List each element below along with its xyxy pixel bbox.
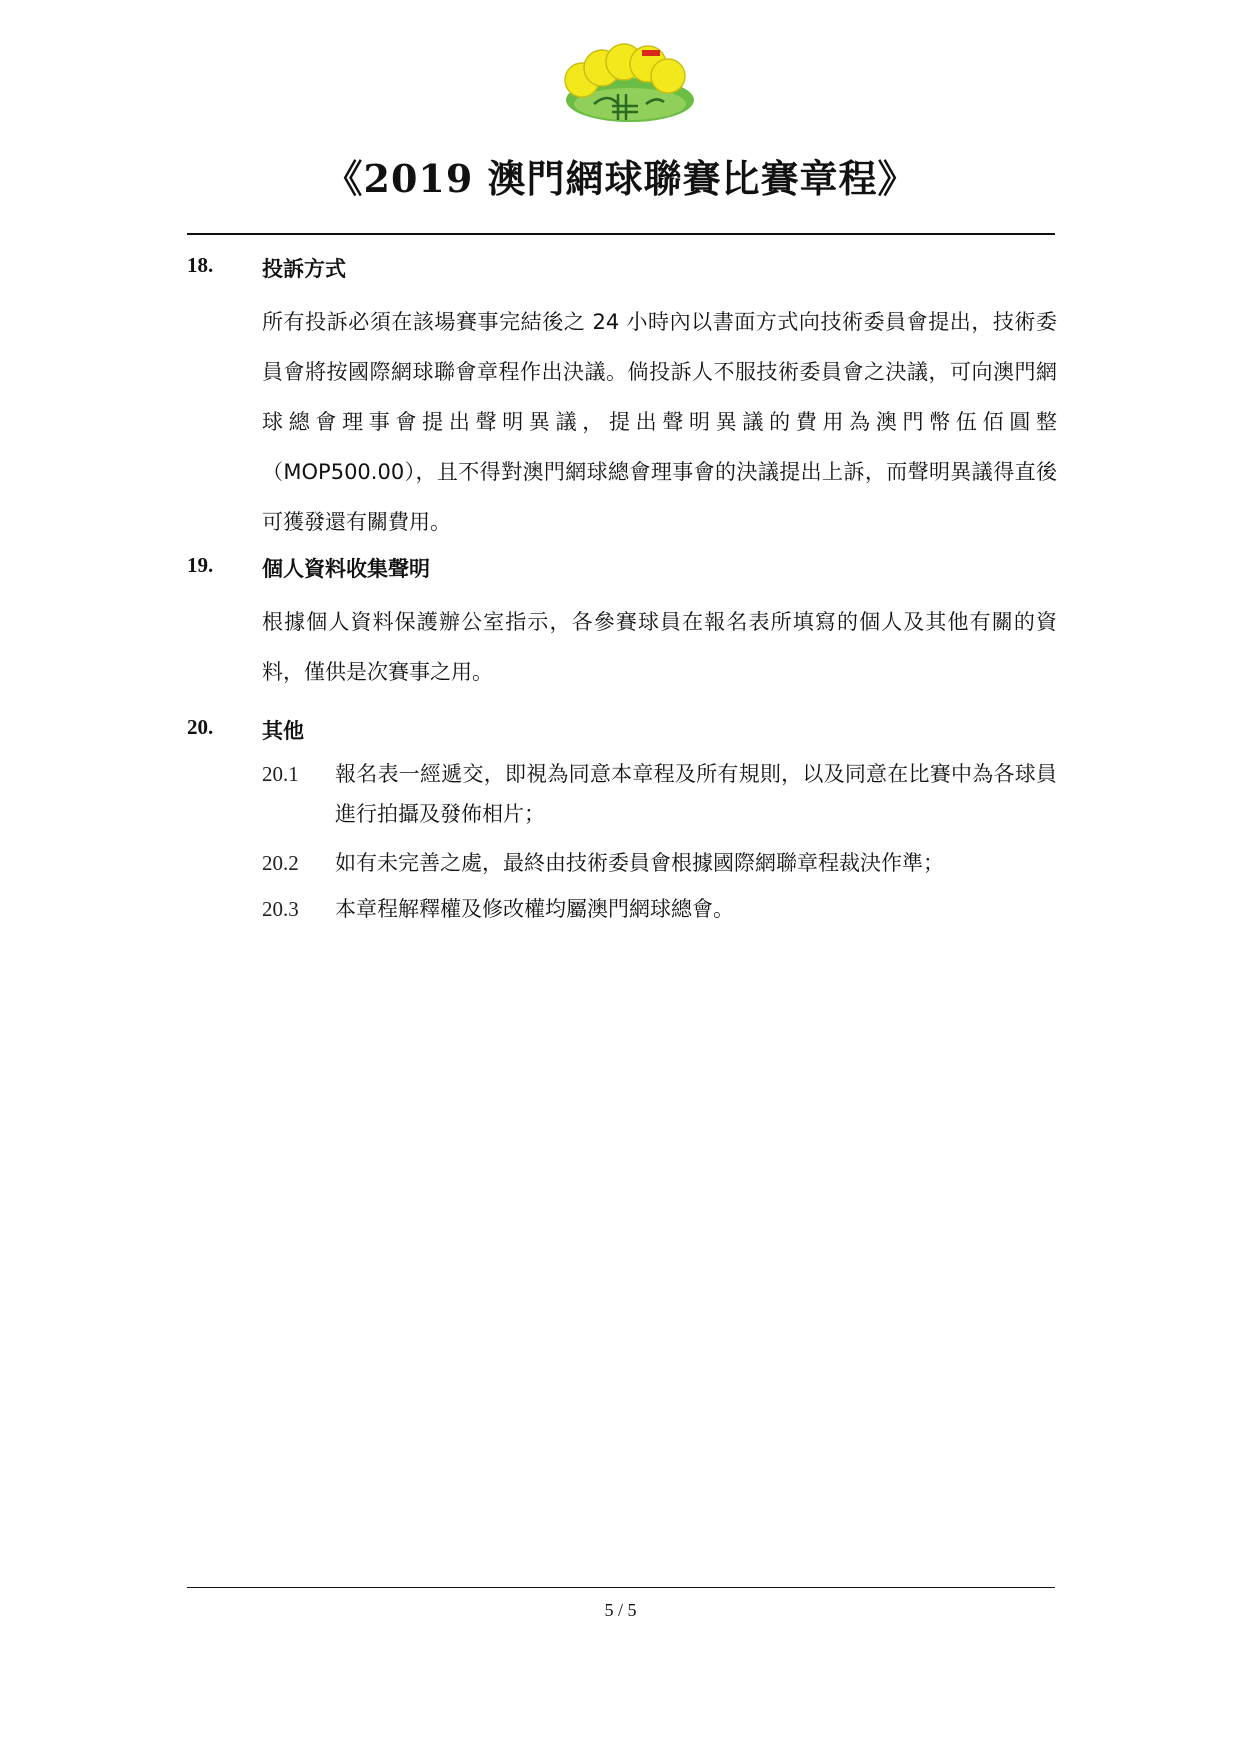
section-body: 根據個人資料保護辦公室指示，各參賽球員在報名表所填寫的個人及其他有關的資料，僅供是次賽事之用。 [262,610,1057,684]
association-logo [560,42,698,124]
section-heading: 個人資料收集聲明 [262,557,430,581]
header-divider [187,233,1055,235]
section-heading: 投訴方式 [262,257,346,281]
section-number: 19. [187,553,214,577]
section-body: 所有投訴必須在該場賽事完結後之 24 小時內以書面方式向技術委員會提出，技術委員會將按國際網球聯會章程作出決議。倘投訴人不服技術委員會之決議，可向澳門網球總會理事會提出聲明異議，提出聲明異議的費用為澳門幣伍佰圓整（MOP500.00），且不得對澳門網球總會理事會的決議提出上訴，而聲明異議得直後可獲發還有關費用。 [262,310,1057,534]
item-number: 20.2 [262,851,299,875]
section-heading: 其他 [262,719,304,743]
footer-divider [187,1587,1055,1588]
item-text: 報名表一經遞交，即視為同意本章程及所有規則，以及同意在比賽中為各球員進行拍攝及發佈相片； [335,762,1057,826]
item-text: 如有未完善之處，最終由技術委員會根據國際網聯章程裁決作準； [335,851,944,875]
section-number: 20. [187,715,214,739]
page-number: 5 / 5 [604,1600,637,1620]
item-number: 20.1 [262,762,299,786]
tennis-ball-icon [651,59,685,93]
logo-red-emblem [642,50,660,56]
page-title: 《2019 澳門網球聯賽比賽章程》 [324,156,917,201]
item-text: 本章程解釋權及修改權均屬澳門網球總會。 [335,897,734,921]
section-number: 18. [187,253,214,277]
item-number: 20.3 [262,897,299,921]
